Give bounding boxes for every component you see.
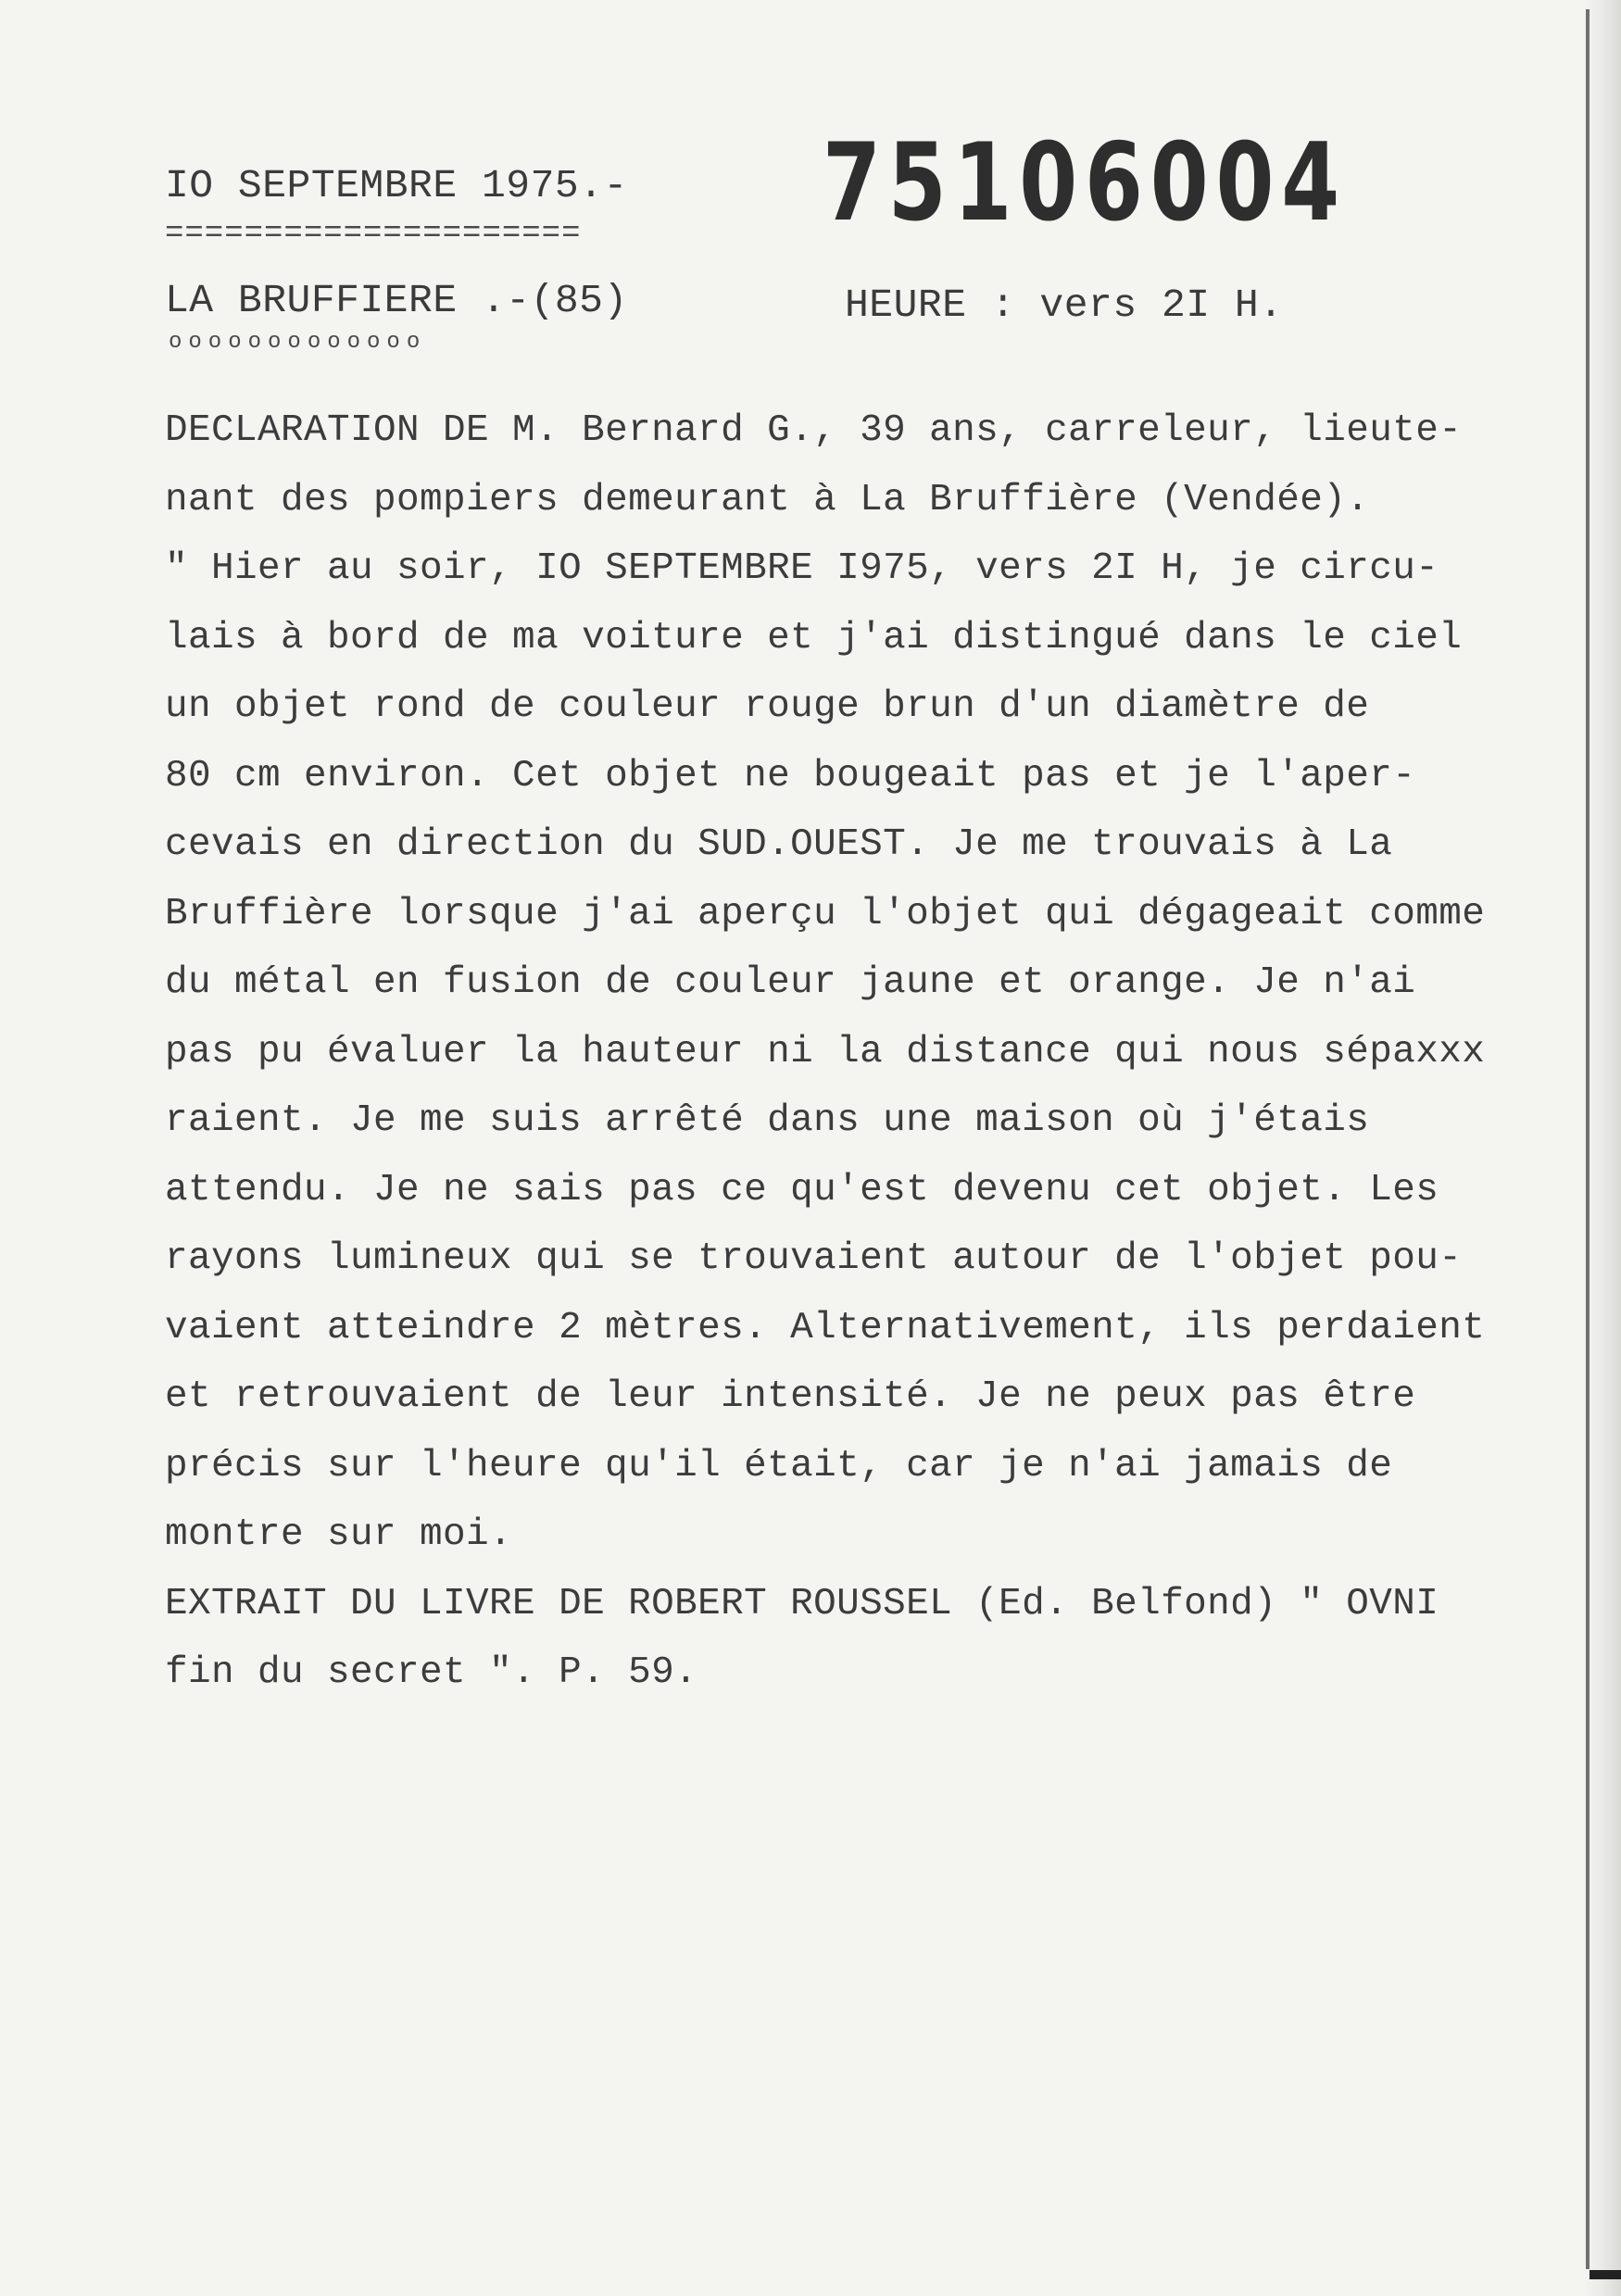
text-line: " Hier au soir, IO SEPTEMBRE I975, vers 2I H, je circu-: [165, 547, 1439, 590]
page-edge: [1584, 0, 1621, 2296]
text-line: un objet rond de couleur rouge brun d'un diamètre de: [165, 685, 1370, 728]
text-line: 80 cm environ. Cet objet ne bougeait pas et je l'aper-: [165, 754, 1416, 797]
time: HEURE : vers 2I H.: [845, 282, 1284, 328]
declaration-text: [165, 396, 1573, 1708]
source-citation: fin du secret ". P. 59.: [165, 1651, 698, 1694]
scan-mark: [1590, 2270, 1621, 2279]
date-underline: =====================: [165, 217, 582, 252]
text-line: lais à bord de ma voiture et j'ai distingué dans le ciel: [165, 616, 1463, 659]
text-line: nant des pompiers demeurant à La Bruffière (Vendée).: [165, 478, 1370, 521]
text-line: rayons lumineux qui se trouvaient autour de l'objet pou-: [165, 1237, 1463, 1280]
text-line: raient. Je me suis arrêté dans une maison où j'étais: [165, 1099, 1370, 1142]
location-underline: ooooooooooooo: [169, 330, 427, 355]
text-line: du métal en fusion de couleur jaune et orange. Je n'ai: [165, 961, 1416, 1004]
text-line: et retrouvaient de leur intensité. Je ne peux pas être: [165, 1375, 1416, 1418]
text-line: DECLARATION DE M. Bernard G., 39 ans, carreleur, lieute-: [165, 409, 1463, 452]
text-line: attendu. Je ne sais pas ce qu'est devenu cet objet. Les: [165, 1168, 1439, 1211]
text-line: Bruffière lorsque j'ai aperçu l'objet qui dégageait comme: [165, 892, 1486, 935]
text-line: pas pu évaluer la hauteur ni la distance qui nous sépaxxx: [165, 1030, 1486, 1073]
text-line: précis sur l'heure qu'il était, car je n'ai jamais de: [165, 1444, 1393, 1487]
text-line: cevais en direction du SUD.OUEST. Je me trouvais à La: [165, 823, 1393, 866]
location: LA BRUFFIERE .-(85): [165, 278, 628, 323]
text-line: montre sur moi.: [165, 1513, 513, 1556]
source-citation: EXTRAIT DU LIVRE DE ROBERT ROUSSEL (Ed. Belfond) " OVNI: [165, 1582, 1439, 1625]
reference-number: 75106004: [823, 120, 1348, 245]
page-edge-line: [1586, 9, 1590, 2269]
document-date: IO SEPTEMBRE 1975.-: [165, 163, 628, 208]
text-line: vaient atteindre 2 mètres. Alternativement, ils perdaient: [165, 1306, 1486, 1349]
